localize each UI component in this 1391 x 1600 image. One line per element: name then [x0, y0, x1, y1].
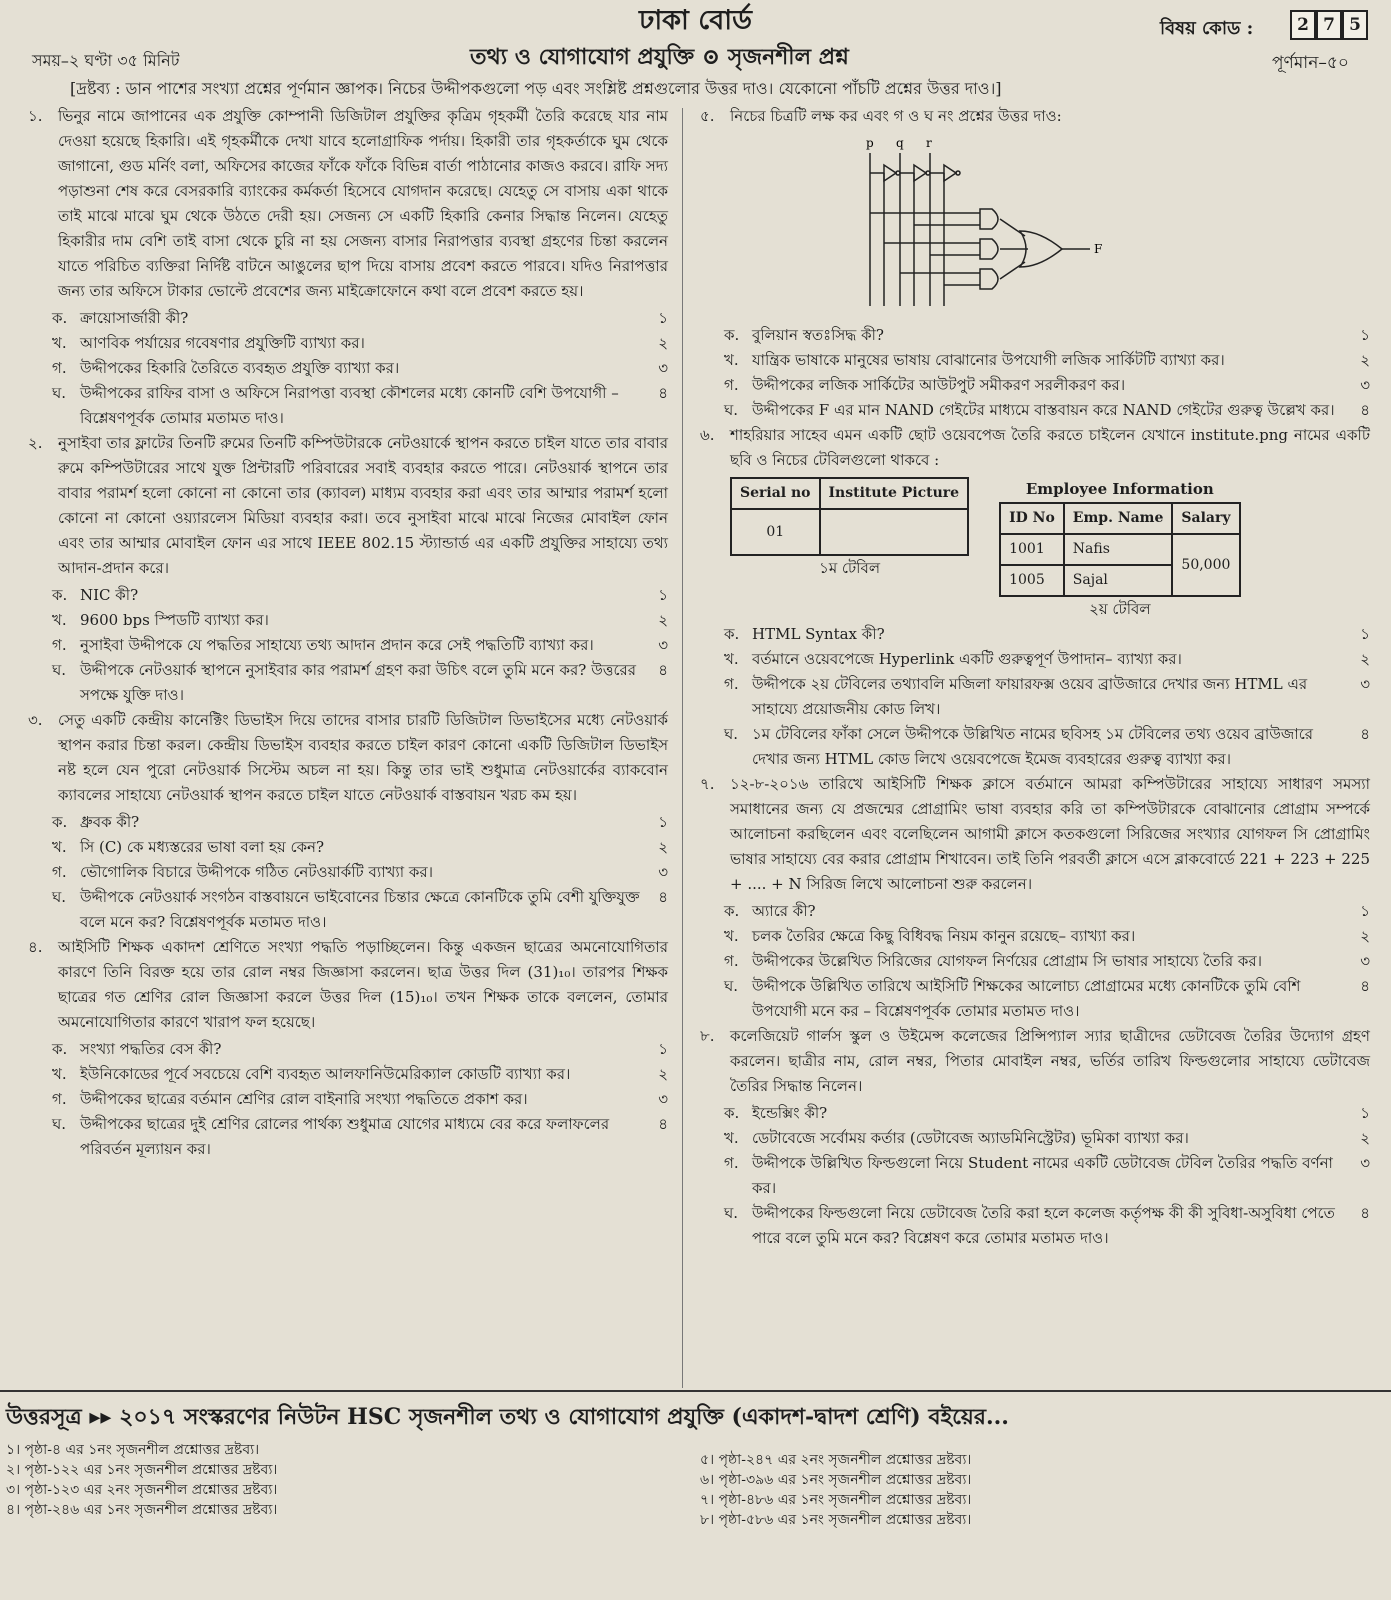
sub-question-text: ভৌগোলিক বিচারে উদ্দীপকে গঠিত নেটওয়ার্কটি ব্যাখ্যা কর।: [80, 863, 433, 881]
sub-question-marks: ১: [658, 586, 668, 604]
sub-question-marks: ২: [658, 334, 668, 352]
sub-question: [700, 1151, 1370, 1201]
question-stem-row: [700, 423, 1370, 473]
sub-question-marks: ৪: [658, 384, 668, 402]
sub-question-marks: ২: [1360, 927, 1370, 945]
sub-question: [700, 323, 1370, 348]
sub-question-marks: ৪: [658, 661, 668, 679]
sub-question-text: আণবিক পর্যায়ের গবেষণার প্রযুক্তিটি ব্যাখ্যা কর।: [80, 334, 365, 352]
sub-question-label: ঘ.: [724, 725, 739, 743]
sub-question-marks: ৩: [1360, 1154, 1370, 1172]
salary-cell: 50,000: [1172, 534, 1239, 596]
sub-question-label: খ.: [52, 838, 67, 856]
answer-ref: ৮। পৃষ্ঠা-৫৮৬ এর ১নং সৃজনশীল প্রশ্নোত্তর দ্রষ্টব্য।: [700, 1512, 972, 1528]
sub-question-text: উদ্দীপকের ছাত্রের দুই শ্রেণির রোলের পার্থক্য শুধুমাত্র যোগের মাধ্যমে বের করে ফলাফলের পরিবর্তন মূল্যায়ন কর।: [80, 1115, 610, 1158]
sub-question-label: ক.: [52, 309, 68, 327]
sub-question-text: যান্ত্রিক ভাষাকে মানুষের ভাষায় বোঝানোর উপযোগী লজিক সার্কিটটি ব্যাখ্যা কর।: [752, 351, 1225, 369]
sub-question: [28, 356, 668, 381]
sub-question-label: ঘ.: [52, 888, 67, 906]
sub-question-text: উদ্দীপকের উল্লেখিত সিরিজের যোগফল নির্ণয়ের প্রোগ্রাম সি ভাষার সাহায্যে তৈরি কর।: [752, 952, 1263, 970]
sub-question: [700, 1126, 1370, 1151]
sub-question-label: খ.: [724, 351, 739, 369]
answer-ref: ৫। পৃষ্ঠা-২৪৭ এর ২নং সৃজনশীল প্রশ্নোত্তর দ্রষ্টব্য।: [700, 1452, 972, 1468]
sub-question: [700, 899, 1370, 924]
sub-question-label: ক.: [724, 1104, 740, 1122]
question-stem-row: [700, 772, 1370, 897]
table-caption: ২য় টেবিল: [1089, 600, 1151, 618]
question-number: ১.: [28, 107, 43, 125]
table-cell: [820, 509, 969, 555]
question-stem: আইসিটি শিক্ষক একাদশ শ্রেণিতে সংখ্যা পদ্ধতি পড়াচ্ছিলেন। কিন্তু একজন ছাত্রের অমনোযোগিতার কারণে তিনি বিরক্ত হয়ে তার রোল নম্বর জিজ্ঞাসা করলেন। ছাত্র উত্তর দিল (31)₁₀। তারপর শিক্ষক ছাত্রের গত শ্রেণির রোল জিজ্ঞাসা করলে উত্তর দিল (15)₁₀। তখন শিক্ষক তাকে বললেন, তোমার অমনোযোগিতার কারণে খারাপ ফল হয়েছে।: [58, 938, 668, 1031]
table-1-wrapper: [730, 477, 969, 622]
sub-question-marks: ৩: [1360, 952, 1370, 970]
question-stem-row: [700, 104, 1370, 129]
sub-question: [700, 398, 1370, 423]
sub-question-label: ঘ.: [52, 384, 67, 402]
question-block: [28, 935, 668, 1162]
sub-question-marks: ২: [658, 838, 668, 856]
sub-question-label: ক.: [724, 326, 740, 344]
sub-question-marks: ১: [658, 1040, 668, 1058]
answer-reference-heading: উত্তরসূত্র ▸▸ ২০১৭ সংস্করণের নিউটন HSC সৃজনশীল তথ্য ও যোগাযোগ প্রযুক্তি (একাদশ-দ্বাদশ শ্রেণি) বইয়ের...: [6, 1404, 1009, 1430]
question-stem: কলেজিয়েট গার্লস স্কুল ও উইমেন্স কলেজের প্রিন্সিপ্যাল স্যার ছাত্রীদের ডেটাবেজ তৈরির উদ্যোগ গ্রহণ করলেন। ছাত্রীর নাম, রোল নম্বর, পিতার মোবাইল নম্বর, ভর্তির তারিখ ফিল্ডগুলোর সাহায্যে ডেটাবেজ তৈরির সিদ্ধান্ত নিলেন।: [730, 1027, 1370, 1095]
sub-question-label: ক.: [724, 625, 740, 643]
question-block: [700, 1024, 1370, 1251]
question-block: [28, 708, 668, 935]
question-number: ২.: [28, 434, 43, 452]
sub-question-label: খ.: [724, 927, 739, 945]
sub-question-label: খ.: [724, 1129, 739, 1147]
sub-question-marks: ৪: [1360, 401, 1370, 419]
sub-question: [28, 1037, 668, 1062]
sub-question-label: ক.: [52, 1040, 68, 1058]
sub-question-marks: ২: [1360, 650, 1370, 668]
sub-question: [700, 1101, 1370, 1126]
subject-title: তথ্য ও যোগাযোগ প্রযুক্তি ⊙ সৃজনশীল প্রশ্ন: [470, 44, 849, 70]
sub-question-text: উদ্দীপকে নেটওয়ার্ক সংগঠন বাস্তবায়নে ভাইবোনের চিন্তার ক্ষেত্রে কোনটিকে তুমি বেশী যুক্তিযুক্ত বলে মনে কর? বিশ্লেষণপূর্বক মতামত দাও।: [80, 888, 640, 931]
sub-question-label: ক.: [52, 813, 68, 831]
sub-question-text: ক্রায়োসার্জারী কী?: [80, 309, 189, 327]
sub-question-marks: ৩: [1360, 675, 1370, 693]
subject-code-label: বিষয় কোড :: [1160, 18, 1254, 39]
table-title: Employee Information: [1025, 480, 1214, 498]
question-number: ৩.: [28, 711, 43, 729]
sub-question-marks: ৪: [658, 888, 668, 906]
logic-circuit-diagram: [840, 131, 1370, 319]
sub-question: [28, 331, 668, 356]
sub-question: [28, 1062, 668, 1087]
sub-question-label: খ.: [52, 611, 67, 629]
answer-ref: ৭। পৃষ্ঠা-৪৮৬ এর ১নং সৃজনশীল প্রশ্নোত্তর দ্রষ্টব্য।: [700, 1492, 972, 1508]
sub-question-text: উদ্দীপকের ফিল্ডগুলো নিয়ে ডেটাবেজ তৈরি করা হলে কলেজ কর্তৃপক্ষ কী কী সুবিধা-অসুবিধা পেতে পারে বলে তুমি মনে কর? বিশ্লেষণ করে তোমার মতামত দাও।: [752, 1204, 1335, 1247]
answer-ref: ১। পৃষ্ঠা-৪ এর ১নং সৃজনশীল প্রশ্নোত্তর দ্রষ্টব্য।: [6, 1442, 260, 1458]
sub-question-text: উদ্দীপকের ছাত্রের বর্তমান শ্রেণির রোল বাইনারি সংখ্যা পদ্ধতিতে প্রকাশ কর।: [80, 1090, 528, 1108]
sub-question-text: সংখ্যা পদ্ধতির বেস কী?: [80, 1040, 222, 1058]
sub-question-text: অ্যারে কী?: [752, 902, 816, 920]
circuit-label-q: q: [896, 136, 904, 150]
sub-question-label: গ.: [724, 675, 739, 693]
sub-question: [28, 1087, 668, 1112]
sub-question-label: গ.: [724, 376, 739, 394]
sub-question-text: উদ্দীপকে নেটওয়ার্ক স্থাপনে নুসাইবার কার পরামর্শ গ্রহণ করা উচিৎ বলে তুমি মনে কর? উত্তরের সপক্ষে যুক্তি দাও।: [80, 661, 637, 704]
table-header-row: [1000, 503, 1239, 534]
sub-question-text: উদ্দীপকে ২য় টেবিলের তথ্যাবলি মজিলা ফায়ারফক্স ওয়েব ব্রাউজারে দেখার জন্য HTML এর সাহায্যে প্রয়োজনীয় কোড লিখ।: [752, 675, 1308, 718]
sub-question-marks: ৩: [658, 863, 668, 881]
table-cell: 01: [731, 509, 820, 555]
left-column: [28, 104, 668, 1162]
table-row: [1000, 534, 1239, 565]
sub-question-text: বুলিয়ান স্বতঃসিদ্ধ কী?: [752, 326, 884, 344]
question-stem: ভিনুর নামে জাপানের এক প্রযুক্তি কোম্পানী ডিজিটাল প্রযুক্তির কৃত্রিম গৃহকর্মী তৈরি করেছে যার নাম দেওয়া হয়েছে হিকারি। এই গৃহকর্মীকে দেখা যাবে হলোগ্রাফিক পর্দায়। হিকারী তার গৃহকর্তাকে ঘুম থেকে জাগানো, গুড মর্নিং বলা, অফিসের কাজের ফাঁকে ফাঁকে বিভিন্ন বার্তা পাঠানোর কাজও করবে। রাফি সদ্য পড়াশুনা শেষ করে বেসরকারি ব্যাংকের কর্মকর্তা হিসেবে যোগদান করেছে। যেহেতু সে বাসায় একা থাকে তাই মাঝে মাঝে ঘুম থেকে উঠতে দেরী হয়। সেজন্য সে একটি হিকারি কেনার সিদ্ধান্ত নিলেন। যেহেতু হিকারীর দাম বেশি তাই বাসা থেকে চুরি না হয় সেজন্য বাসার নিরাপত্তার ব্যবস্থা গ্রহণের চিন্তা করলেন যাতে পরিচিত ব্যক্তিরা নির্দিষ্ট বাটনে আঙুলের ছাপ দিয়ে বাসায় প্রবেশ করতে পারবে। যদিও নিরাপত্তার জন্য তার অফিসে টাকার ভোল্টে প্রবেশের জন্য মাইক্রোফোনে কথা বলে প্রবেশ করতে হয়।: [58, 107, 668, 300]
sub-question: [28, 885, 668, 935]
subject-code-box: [1290, 10, 1368, 40]
sub-question-marks: ৩: [1360, 376, 1370, 394]
sub-question-label: গ.: [52, 636, 67, 654]
sub-question-text: উদ্দীপকে উল্লিখিত ফিল্ডগুলো নিয়ে Student নামের একটি ডেটাবেজ টেবিল তৈরির পদ্ধতি বর্ণনা কর।: [752, 1154, 1333, 1197]
question-stem: সেতু একটি কেন্দ্রীয় কানেক্টিং ডিভাইস দিয়ে তাদের বাসার চারটি ডিজিটাল ডিভাইসের মধ্যে নেটওয়ার্ক স্থাপন করার চিন্তা করল। কেন্দ্রীয় ডিভাইস ব্যবহার করতে চাইল কারণ কোনো একটি ডিজিটাল ডিভাইস নষ্ট হলে যেন পুরো নেটওয়ার্ক সিস্টেম অচল না হয়। কিন্তু তার ভাই শুধুমাত্র নেটওয়ার্কের ব্যাকবোন ক্যাবলের সাহায্যে নেটওয়ার্ক স্থাপন করতে চাইল যাতে নেটওয়ার্ক বাস্তবায়ন খরচ কম হয়।: [58, 711, 668, 804]
sub-question: [28, 608, 668, 633]
sub-question: [28, 633, 668, 658]
sub-question-text: HTML Syntax কী?: [752, 625, 885, 643]
sub-question-label: ক.: [52, 586, 68, 604]
sub-question-marks: ১: [1360, 902, 1370, 920]
sub-question: [28, 306, 668, 331]
sub-question-text: ধ্রুবক কী?: [80, 813, 140, 831]
sub-question: [28, 835, 668, 860]
sub-question-text: বর্তমানে ওয়েবপেজে Hyperlink একটি গুরুত্বপূর্ণ উপাদান– ব্যাখ্যা কর।: [752, 650, 1182, 668]
sub-question: [700, 974, 1370, 1024]
sub-question-label: ঘ.: [724, 401, 739, 419]
table-cell: Sajal: [1064, 565, 1173, 596]
sub-question-marks: ২: [658, 611, 668, 629]
sub-question-label: ঘ.: [52, 1115, 67, 1133]
circuit-label-p: p: [866, 136, 874, 150]
sub-question-text: 9600 bps স্পিডটি ব্যাখ্যা কর।: [80, 611, 269, 629]
sub-question-marks: ১: [1360, 1104, 1370, 1122]
question-block: [700, 104, 1370, 423]
sub-question-text: NIC কী?: [80, 586, 139, 604]
sub-question-label: খ.: [52, 1065, 67, 1083]
question-block: [28, 431, 668, 708]
sub-question-marks: ২: [1360, 351, 1370, 369]
sub-question-label: ঘ.: [724, 1204, 739, 1222]
answer-refs-left: [6, 1440, 277, 1520]
sub-question: [700, 722, 1370, 772]
answer-ref: ২। পৃষ্ঠা-১২২ এর ১নং সৃজনশীল প্রশ্নোত্তর দ্রষ্টব্য।: [6, 1462, 278, 1478]
sub-question: [700, 622, 1370, 647]
sub-question-text: চলক তৈরির ক্ষেত্রে কিছু বিধিবদ্ধ নিয়ম কানুন রয়েছে– ব্যাখ্যা কর।: [752, 927, 1136, 945]
question-block: [700, 423, 1370, 772]
circuit-label-r: r: [926, 136, 932, 150]
table-2-wrapper: [999, 477, 1240, 622]
sub-question: [700, 672, 1370, 722]
table-header-cell: Institute Picture: [820, 478, 969, 509]
answer-ref: ৬। পৃষ্ঠা-৩৯৬ এর ১নং সৃজনশীল প্রশ্নোত্তর দ্রষ্টব্য।: [700, 1472, 972, 1488]
sub-question-label: খ.: [52, 334, 67, 352]
sub-question-marks: ৩: [658, 636, 668, 654]
answer-ref: ৪। পৃষ্ঠা-২৪৬ এর ১নং সৃজনশীল প্রশ্নোত্তর দ্রষ্টব্য।: [6, 1502, 278, 1518]
question-number: ৮.: [700, 1027, 715, 1045]
sub-question-marks: ৩: [658, 359, 668, 377]
sub-question-marks: ৩: [658, 1090, 668, 1108]
sub-question-label: ঘ.: [724, 977, 739, 995]
sub-question: [700, 373, 1370, 398]
sub-question-text: উদ্দীপকের হিকারি তৈরিতে ব্যবহৃত প্রযুক্তি ব্যাখ্যা কর।: [80, 359, 400, 377]
column-divider: [682, 108, 683, 1388]
table-cell: 1005: [1000, 565, 1064, 596]
sub-question-marks: ৪: [1360, 725, 1370, 743]
sub-question-text: উদ্দীপকের F এর মান NAND গেইটের মাধ্যমে বাস্তবায়ন করে NAND গেইটের গুরুত্ব উল্লেখ কর।: [752, 401, 1335, 419]
footer-divider: [0, 1390, 1391, 1392]
sub-question: [700, 647, 1370, 672]
table-2: [999, 502, 1240, 597]
sub-question: [28, 860, 668, 885]
question-block: [28, 104, 668, 431]
sub-question-text: ডেটাবেজে সর্বোময় কর্তার (ডেটাবেজ অ্যাডমিনিস্ট্রেটর) ভূমিকা ব্যাখ্যা কর।: [752, 1129, 1189, 1147]
table-header-cell: Salary: [1172, 503, 1239, 534]
right-column: [700, 104, 1370, 1251]
sub-question: [700, 924, 1370, 949]
question-stem: নিচের চিত্রটি লক্ষ কর এবং গ ও ঘ নং প্রশ্নের উত্তর দাও:: [730, 107, 1062, 125]
question-stem-row: [28, 708, 668, 808]
table-header-cell: Emp. Name: [1064, 503, 1173, 534]
instruction-note: [দ্রষ্টব্য : ডান পাশের সংখ্যা প্রশ্নের পূর্ণমান জ্ঞাপক। নিচের উদ্দীপকগুলো পড় এবং সংশ্লিষ্ট প্রশ্নগুলোর উত্তর দাও। যেকোনো পাঁচটি প্রশ্নের উত্তর দাও।]: [70, 79, 1002, 98]
sub-question: [28, 583, 668, 608]
sub-question-label: গ.: [724, 1154, 739, 1172]
sub-question-marks: ৪: [1360, 1204, 1370, 1222]
table-caption: ১ম টেবিল: [819, 559, 880, 577]
table-cell: Nafis: [1064, 534, 1173, 565]
sub-question: [700, 348, 1370, 373]
sub-question-text: সি (C) কে মধ্যস্তরের ভাষা বলা হয় কেন?: [80, 838, 325, 856]
sub-question-text: উদ্দীপকের রাফির বাসা ও অফিসে নিরাপত্তা ব্যবস্থা কৌশলের মধ্যে কোনটি বেশি উপযোগী – বিশ্লেষণপূর্বক তোমার মতামত দাও।: [80, 384, 619, 427]
table-header-cell: Serial no: [731, 478, 820, 509]
subject-code-digit: 5: [1342, 10, 1368, 40]
sub-question-marks: ২: [1360, 1129, 1370, 1147]
question-number: ৪.: [28, 938, 43, 956]
full-marks: পূর্ণমান–৫০: [1272, 53, 1349, 73]
sub-question-label: গ.: [52, 359, 67, 377]
sub-question-marks: ১: [1360, 326, 1370, 344]
question-stem-row: [700, 1024, 1370, 1099]
question-stem-row: [28, 431, 668, 581]
sub-question: [28, 810, 668, 835]
answer-ref: ৩। পৃষ্ঠা-১২৩ এর ২নং সৃজনশীল প্রশ্নোত্তর দ্রষ্টব্য।: [6, 1482, 278, 1498]
question-number: ৫.: [700, 107, 715, 125]
sub-question-marks: ১: [658, 309, 668, 327]
sub-question: [700, 949, 1370, 974]
sub-question-text: নুসাইবা উদ্দীপকে যে পদ্ধতির সাহায্যে তথ্য আদান প্রদান করে সেই পদ্ধতিটি ব্যাখ্যা কর।: [80, 636, 594, 654]
sub-question-label: গ.: [52, 1090, 67, 1108]
question-stem: ১২-৮-২০১৬ তারিখে আইসিটি শিক্ষক ক্লাসে বর্তমানে আমরা কম্পিউটারের সাহায্যে সাধারণ সমস্যা সমাধানের জন্য যে প্রজন্মের প্রোগ্রামিং ভাষা ব্যবহার করি তা কম্পিউটারকে বোঝানোর প্রোগ্রাম সম্পর্কে আলোচনা করছিলেন এবং বলেছিলেন আগামী ক্লাসে কতকগুলো সিরিজের সংখ্যার যোগফল সি প্রোগ্রামিং ভাষার সাহায্যে বের করার প্রোগ্রাম শিখাবেন। তাই তিনি পরবর্তী ক্লাসে এসে ব্লাকবোর্ডে 221 + 223 + 225 + .... + N সিরিজ লিখে আলোচনা শুরু করলেন।: [730, 775, 1370, 893]
sub-question-text: ইউনিকোডের পূর্বে সবচেয়ে বেশি ব্যবহৃত আলফানিউমেরিক্যাল কোডটি ব্যাখ্যা কর।: [80, 1065, 571, 1083]
sub-question-text: উদ্দীপকে উল্লিখিত তারিখে আইসিটি শিক্ষকের আলোচ্য প্রোগ্রামের মধ্যে কোনটিকে তুমি বেশি উপযোগী মনে কর – বিশ্লেষণপূর্বক তোমার মতামত দাও।: [752, 977, 1301, 1020]
sub-question: [28, 1112, 668, 1162]
question-stem: নুসাইবা তার ফ্লাটের তিনটি রুমের তিনটি কম্পিউটারকে নেটওয়ার্কে স্থাপন করতে চাইল যাতে তার বাবার রুমে কম্পিউটারের সাথে যুক্ত প্রিন্টারটি পরিবারের সবাই ব্যবহার করতে পারে। নেটওয়ার্ক স্থাপনে তার বাবার পরামর্শ হলো কোনো না কোনো তার (ক্যাবল) মাধ্যম ব্যবহার করা এবং তার আম্মার পরামর্শ হলো কোনো না কোনো ওয়্যারলেস মিডিয়া ব্যবহার করা। তবে নুসাইবা মাঝে মাঝে নিজের মোবাইল ফোন এবং তার আম্মার মোবাইল ফোন এর সাথে IEEE 802.15 স্ট্যান্ডার্ড এর একটি প্রযুক্তির সাহায্যে তথ্য আদান-প্রদান করে।: [58, 434, 668, 577]
sub-question-marks: ১: [1360, 625, 1370, 643]
sub-question-marks: ১: [658, 813, 668, 831]
sub-question-label: গ.: [724, 952, 739, 970]
subject-code-digit: 7: [1316, 10, 1342, 40]
table-header-cell: ID No: [1000, 503, 1064, 534]
table-row: [731, 509, 968, 555]
sub-question-text: ১ম টেবিলের ফাঁকা সেলে উদ্দীপকে উল্লিখিত নামের ছবিসহ ১ম টেবিলের তথ্য ওয়েব ব্রাউজারে দেখার জন্য HTML কোড লিখে ওয়েবপেজে ইমেজ ব্যবহারের গুরুত্ব ব্যাখ্যা কর।: [752, 725, 1313, 768]
table-header-row: [731, 478, 968, 509]
sub-question-text: ইন্ডেক্সিং কী?: [752, 1104, 828, 1122]
table-1: [730, 477, 969, 556]
sub-question-label: ঘ.: [52, 661, 67, 679]
sub-question-marks: ২: [658, 1065, 668, 1083]
question-stem-row: [28, 935, 668, 1035]
sub-question-marks: ৪: [658, 1115, 668, 1133]
sub-question: [700, 1201, 1370, 1251]
sub-question-label: ক.: [724, 902, 740, 920]
sub-question-label: গ.: [52, 863, 67, 881]
question-stem: শাহরিয়ার সাহেব এমন একটি ছোট ওয়েবপেজ তৈরি করতে চাইলেন যেখানে institute.png নামের একটি ছবি ও নিচের টেবিলগুলো থাকবে :: [730, 426, 1370, 469]
sub-question: [28, 381, 668, 431]
exam-time: সময়–২ ঘণ্টা ৩৫ মিনিট: [32, 51, 180, 70]
question-number: ৭.: [700, 775, 715, 793]
table-cell: 1001: [1000, 534, 1064, 565]
sub-question: [28, 658, 668, 708]
question-number: ৬.: [700, 426, 715, 444]
question-block: [700, 772, 1370, 1024]
board-title: ঢাকা বোর্ড: [639, 5, 752, 36]
question-stem-row: [28, 104, 668, 304]
subject-code-digit: 2: [1290, 10, 1316, 40]
sub-question-label: খ.: [724, 650, 739, 668]
sub-question-marks: ৪: [1360, 977, 1370, 995]
sub-question-text: উদ্দীপকের লজিক সার্কিটের আউটপুট সমীকরণ সরলীকরণ কর।: [752, 376, 1126, 394]
circuit-label-output: F: [1094, 242, 1103, 256]
answer-refs-right: [700, 1450, 971, 1530]
logic-circuit-svg: [840, 131, 1120, 311]
tables-container: [730, 477, 1370, 622]
